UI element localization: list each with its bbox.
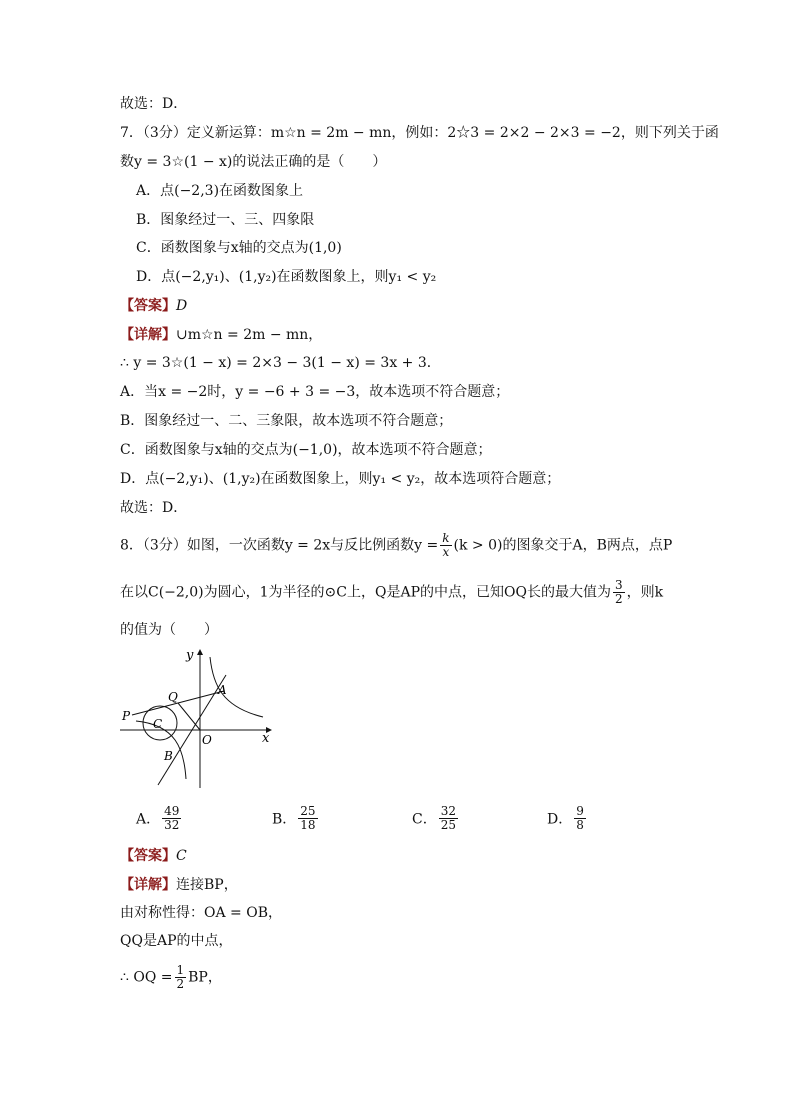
choice-fraction [439, 805, 458, 832]
choice-fraction [162, 805, 181, 832]
detail-tag: 【详解】 [120, 327, 176, 343]
detail-8 [120, 875, 238, 895]
detail-7-step-5: D．点(−2,y₁)、(1,y₂)在函数图象上，则y₁ < y₂，故本选项符合题意； [120, 471, 561, 487]
fraction-numerator: 3 [614, 578, 623, 592]
fraction-numerator: 25 [300, 804, 316, 818]
question-7-option-c: C．函数图象与x轴的交点为(1,0) [136, 240, 342, 256]
fraction-numerator: 49 [164, 804, 180, 818]
q8-text-pre: 8．（3分）如图，一次函数y = 2x与反比例函数y = [120, 537, 439, 554]
label-x: x [262, 731, 270, 746]
fraction-denominator: 32 [164, 818, 180, 832]
question-7-line-2: 数y = 3☆(1 − x)的说法正确的是（ ） [120, 154, 387, 170]
question-8-line-2 [120, 579, 663, 606]
choice-a [136, 805, 183, 832]
detail-7-step-2: A．当x = −2时，y = −6 + 3 = −3，故本选项不符合题意； [120, 384, 510, 400]
choice-label: A． [136, 811, 161, 828]
label-o: O [202, 733, 212, 747]
q8-text-post-2: ，则k [626, 584, 664, 601]
answer-8 [120, 846, 187, 866]
fraction-1-over-2 [175, 964, 187, 991]
detail-tag: 【详解】 [120, 877, 176, 893]
detail-7-step-3: B．图象经过一、二、三象限，故本选项不符合题意； [120, 413, 453, 429]
detail-text: 连接BP， [176, 877, 238, 893]
answer-value: D [176, 298, 188, 314]
choice-fraction [298, 805, 317, 832]
label-y: y [186, 648, 194, 663]
choice-b [272, 805, 320, 832]
answer-tag: 【答案】 [120, 848, 176, 864]
choice-label: C． [412, 811, 437, 828]
fraction-denominator: 2 [614, 592, 623, 606]
fraction-numerator: 32 [440, 804, 456, 818]
fraction-denominator: 25 [440, 818, 456, 832]
question-7-line-1: 7．（3分）定义新运算：m☆n = 2m − mn，例如：2☆3 = 2×2 − 2×3 = −2，则下列关于函 [120, 125, 719, 141]
question-8-figure [118, 645, 278, 790]
detail-8-step-3 [120, 964, 222, 991]
q8-text-pre-2: 在以C(−2,0)为圆心，1为半径的⊙C上，Q是AP的中点，已知OQ长的最大值为 [120, 584, 611, 601]
fraction-denominator: 18 [300, 818, 316, 832]
question-7-option-b: B．图象经过一、三、四象限 [136, 212, 315, 228]
q8-text-post: (k > 0)的图象交于A，B两点，点P [453, 537, 673, 554]
answer-tag: 【答案】 [120, 298, 176, 314]
question-7-option-d: D．点(−2,y₁)、(1,y₂)在函数图象上，则y₁ < y₂ [136, 269, 437, 285]
label-q: Q [168, 690, 178, 704]
choice-label: D． [547, 811, 573, 828]
step-text-post: BP， [188, 969, 222, 986]
label-b: B [164, 749, 173, 763]
fraction-denominator: x [442, 545, 450, 559]
fraction-numerator: k [442, 531, 450, 545]
choice-label: B． [272, 811, 297, 828]
label-c: C [153, 717, 163, 731]
conclusion-line: 故选：D． [120, 96, 188, 112]
label-p: P [122, 709, 131, 723]
choice-c [412, 805, 460, 832]
fraction-denominator: 2 [176, 977, 185, 991]
fraction-k-over-x [440, 532, 451, 559]
detail-7 [120, 325, 322, 345]
detail-8-step-1: 由对称性得：OA = OB， [120, 905, 282, 921]
answer-value: C [176, 848, 187, 864]
choice-fraction [574, 805, 586, 832]
y-axis-arrow [197, 649, 203, 655]
step-text-pre: ∴ OQ = [120, 969, 173, 986]
question-7-option-a: A．点(−2,3)在函数图象上 [136, 183, 304, 199]
detail-7-step-4: C．函数图象与x轴的交点为(−1,0)，故本选项不符合题意； [120, 442, 492, 458]
detail-8-step-2: QQ是AP的中点， [120, 933, 233, 949]
choice-d [547, 805, 588, 832]
detail-7-step-1: ∴ y = 3☆(1 − x) = 2×3 − 3(1 − x) = 3x + 3． [120, 355, 441, 371]
conclusion-line-7: 故选：D． [120, 500, 188, 516]
question-8-line-1 [120, 532, 672, 559]
segment-oq [178, 703, 200, 730]
answer-7 [120, 296, 187, 316]
detail-text: ∪m☆n = 2m − mn， [176, 327, 323, 343]
fraction-numerator: 9 [576, 804, 584, 818]
fraction-denominator: 8 [576, 818, 584, 832]
fraction-numerator: 1 [176, 963, 185, 977]
fraction-3-over-2 [613, 579, 625, 606]
question-8-line-3: 的值为（ ） [120, 622, 218, 638]
label-a: A [218, 683, 227, 697]
